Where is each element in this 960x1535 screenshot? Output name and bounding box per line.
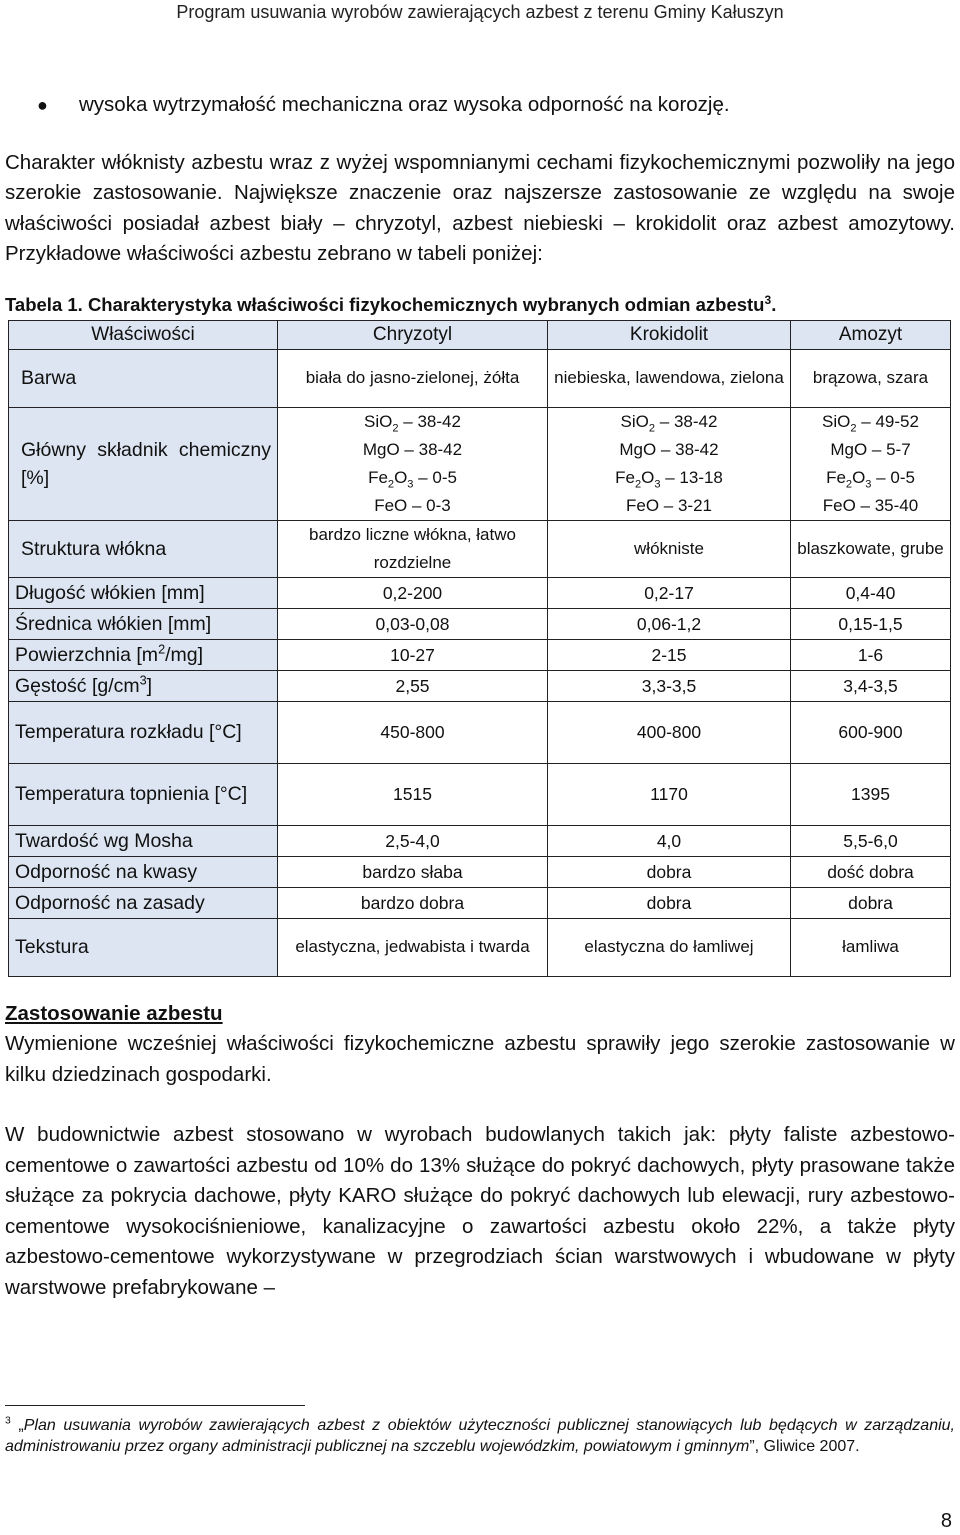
row-label: Struktura włókna xyxy=(9,520,278,577)
footnote-title: Plan usuwania wyrobów zawierających azbest z obiektów użyteczności publicznej stanowiących lub będących w zarządzaniu, administrowaniu przez organy administracji publicznej na szczeblu wojewódzkim, powiatowym i gminnym xyxy=(5,1417,955,1455)
row-label: Średnica włókien [mm] xyxy=(9,608,278,639)
table-cell: 0,2-17 xyxy=(548,577,791,608)
table-header-cell: Właściwości xyxy=(9,320,278,349)
row-label: Odporność na kwasy xyxy=(9,856,278,887)
table-cell: 0,2-200 xyxy=(278,577,548,608)
table-row xyxy=(9,670,951,701)
page-number: 8 xyxy=(940,1510,952,1532)
table-cell: SiO$_2$ – 38-42 MgO – 38-42 $Fe_2O_3 - 0-5$ FeO – 0-3 xyxy=(278,407,548,520)
row-label: Gęstość $[g/cm^3]$ xyxy=(9,670,278,701)
table-cell: 0,06-1,2 xyxy=(548,608,791,639)
row-label: Odporność na zasady xyxy=(9,887,278,918)
table-row xyxy=(9,407,951,520)
table-cell: 5,5-6,0 xyxy=(791,825,951,856)
table-cell: dobra xyxy=(791,887,951,918)
table-row xyxy=(9,577,951,608)
table-cell: niebieska, lawendowa, zielona xyxy=(548,349,791,407)
table-cell: włókniste xyxy=(548,520,791,577)
table-cell: 3,3-3,5 xyxy=(548,670,791,701)
table-header-row xyxy=(9,320,951,349)
table-row xyxy=(9,520,951,577)
row-label: Temperatura topnienia [°C] xyxy=(9,763,278,825)
paragraph-usage: Wymienione wcześniej właściwości fizykochemiczne azbestu sprawiły jego szerokie zastosowanie w kilku dziedzinach gospodarki. xyxy=(5,1032,955,1086)
table-cell: 600-900 xyxy=(791,701,951,763)
table-cell: 1515 xyxy=(278,763,548,825)
page-header-title: Program usuwania wyrobów zawierających azbest z terenu Gminy Kałuszyn xyxy=(176,2,784,22)
table-cell: 1395 xyxy=(791,763,951,825)
paragraph-construction: W budownictwie azbest stosowano w wyrobach budowlanych takich jak: płyty faliste azbestowo-cementowe o zawartości azbestu od 10% do 13% służące do pokryć dachowych, płyty prasowane także służące za pokrycia dachowe, płyty KARO służące do pokryć dachowych lub elewacji, rury azbestowo-cementowe wysokociśnieniowe, kanalizacyjne o zawartości azbestu około 22%, a także płyty azbestowo-cementowe wykorzystywane w przegrodziach ścian warstwowych i wbudowane w płyty warstwowe prefabrykowane – xyxy=(5,1123,955,1299)
table-cell: 10-27 xyxy=(278,639,548,670)
row-label: Powierzchnia $[m^2/mg]$ xyxy=(9,639,278,670)
main-content xyxy=(5,90,955,1303)
footnote-divider xyxy=(5,1405,305,1406)
footnote-ref: 3 xyxy=(764,292,772,307)
table-row xyxy=(9,639,951,670)
table-cell: 2-15 xyxy=(548,639,791,670)
row-label: Twardość wg Mosha xyxy=(9,825,278,856)
table-cell: 0,03-0,08 xyxy=(278,608,548,639)
table-cell: dobra xyxy=(548,887,791,918)
table-cell: 0,4-40 xyxy=(791,577,951,608)
table-row xyxy=(9,825,951,856)
table-header-cell: Krokidolit xyxy=(548,320,791,349)
table-cell: elastyczna do łamliwej xyxy=(548,918,791,976)
table-cell: bardzo dobra xyxy=(278,887,548,918)
table-row xyxy=(9,763,951,825)
footnote: $^3$ „Plan usuwania wyrobów zawierających azbest z obiektów użyteczności publicznej stanowiących lub będących w zarządzaniu, administrowaniu przez organy administracji publicznej na szczeblu wojewódzkim, powiatowym i gminnym”, Gliwice 2007. xyxy=(5,1415,955,1455)
row-label: Temperatura rozkładu [°C] xyxy=(9,701,278,763)
properties-table xyxy=(8,320,951,977)
section-title: Zastosowanie azbestu xyxy=(5,1001,223,1025)
table-cell: blaszkowate, grube xyxy=(791,520,951,577)
table-row xyxy=(9,349,951,407)
table-row xyxy=(9,701,951,763)
table-row xyxy=(9,856,951,887)
table-cell: bardzo liczne włókna, łatwo rozdzielne xyxy=(278,520,548,577)
table-row xyxy=(9,887,951,918)
table-cell: biała do jasno-zielonej, żółta xyxy=(278,349,548,407)
table-cell: bardzo słaba xyxy=(278,856,548,887)
page-header xyxy=(0,0,960,28)
row-label: Tekstura xyxy=(9,918,278,976)
table-cell: 4,0 xyxy=(548,825,791,856)
bullet-item xyxy=(5,90,955,121)
row-label: Barwa xyxy=(9,349,278,407)
table-cell: 2,55 xyxy=(278,670,548,701)
table-cell: elastyczna, jedwabista i twarda xyxy=(278,918,548,976)
bullet-text: wysoka wytrzymałość mechaniczna oraz wysoka odporność na korozję. xyxy=(79,93,730,116)
table-row xyxy=(9,918,951,976)
table-cell: 1-6 xyxy=(791,639,951,670)
table-caption: Tabela 1. Charakterystyka właściwości fizykochemicznych wybranych odmian azbestu$^3$. xyxy=(5,292,777,315)
table-cell: SiO$_2$ – 38-42 MgO – 38-42 $Fe_2O_3 - 13-18$ FeO – 3-21 xyxy=(548,407,791,520)
table-cell: SiO$_2$ – 49-52 MgO – 5-7 $Fe_2O_3 - 0-5$ FeO – 35-40 xyxy=(791,407,951,520)
table-cell: 450-800 xyxy=(278,701,548,763)
table-cell: 0,15-1,5 xyxy=(791,608,951,639)
table-cell: 2,5-4,0 xyxy=(278,825,548,856)
table-cell: dobra xyxy=(548,856,791,887)
table-cell: 1170 xyxy=(548,763,791,825)
row-label: Główny składnik chemiczny [%] xyxy=(9,407,278,520)
row-label: Długość włókien [mm] xyxy=(9,577,278,608)
bullet-icon: ● xyxy=(37,95,48,115)
table-cell: brązowa, szara xyxy=(791,349,951,407)
table-header-cell: Amozyt xyxy=(791,320,951,349)
footnote-number: 3 xyxy=(5,1415,11,1427)
table-header-cell: Chryzotyl xyxy=(278,320,548,349)
paragraph-intro: Charakter włóknisty azbestu wraz z wyżej wspomnianymi cechami fizykochemicznymi pozwoliły na jego szerokie zastosowanie. Największe znaczenie oraz najszersze zastosowanie ze względu na swoje właściwości posiadał azbest biały – chryzotyl, azbest niebieski – krokidolit oraz azbest amozytowy. Przykładowe właściwości azbestu zebrano w tabeli poniżej: xyxy=(5,150,955,265)
table-cell: łamliwa xyxy=(791,918,951,976)
table-row xyxy=(9,608,951,639)
table-cell: 3,4-3,5 xyxy=(791,670,951,701)
table-cell: 400-800 xyxy=(548,701,791,763)
table-cell: dość dobra xyxy=(791,856,951,887)
